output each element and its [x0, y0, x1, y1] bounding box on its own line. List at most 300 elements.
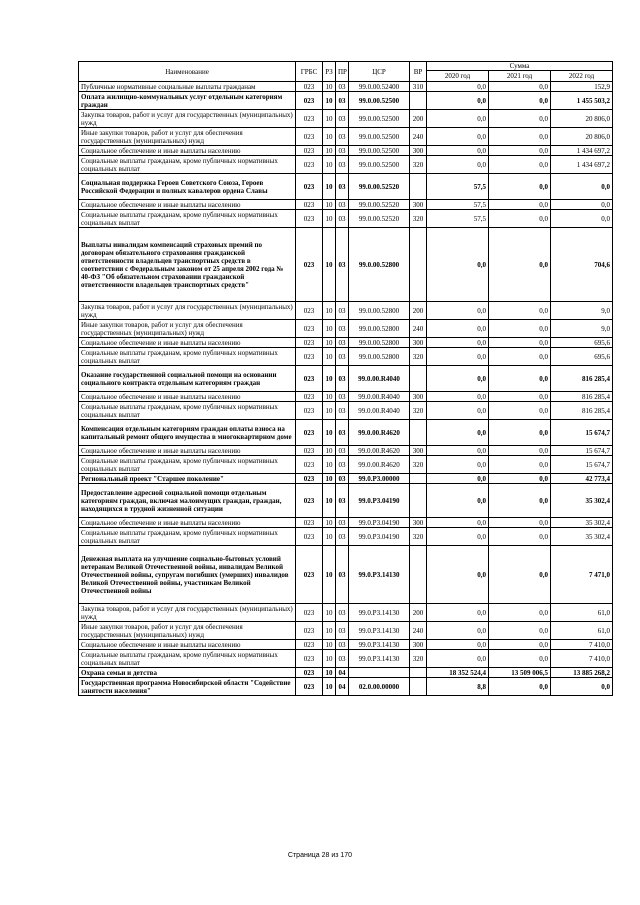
row-csr: 99.0.00.R4040: [349, 366, 410, 392]
row-rz: 10: [323, 228, 336, 302]
row-name: Социальное обеспечение и иные выплаты населению: [79, 518, 296, 528]
row-vr: 200: [410, 302, 427, 320]
row-pr: 03: [336, 640, 349, 650]
table-body: [79, 82, 613, 696]
row-name: Охрана семьи и детства: [79, 668, 296, 678]
row-grbs: 023: [296, 320, 323, 338]
row-vr: 300: [410, 200, 427, 210]
row-sum-2021: 0,0: [489, 546, 551, 604]
row-sum-2022: 61,0: [551, 604, 613, 622]
row-csr: 99.0.00.52800: [349, 228, 410, 302]
row-csr: [349, 668, 410, 678]
row-sum-2022: 35 302,4: [551, 484, 613, 518]
row-grbs: 023: [296, 518, 323, 528]
row-sum-2022: 61,0: [551, 622, 613, 640]
header-rz: РЗ: [323, 62, 336, 82]
row-sum-2020: 0,0: [427, 146, 489, 156]
row-sum-2022: 7 410,0: [551, 640, 613, 650]
row-sum-2022: 15 674,7: [551, 420, 613, 446]
row-rz: 10: [323, 302, 336, 320]
row-vr: 300: [410, 518, 427, 528]
row-sum-2022: 20 806,0: [551, 128, 613, 146]
row-csr: 99.0.P3.14130: [349, 604, 410, 622]
row-name: Социальные выплаты гражданам, кроме публичных нормативных социальных выплат: [79, 402, 296, 420]
row-sum-2022: 695,6: [551, 338, 613, 348]
row-name: Закупка товаров, работ и услуг для государственных (муниципальных) нужд: [79, 604, 296, 622]
table-row: [79, 456, 613, 474]
row-sum-2021: 0,0: [489, 146, 551, 156]
row-csr: 99.0.00.R4620: [349, 420, 410, 446]
row-vr: 200: [410, 604, 427, 622]
row-sum-2021: 0,0: [489, 622, 551, 640]
row-grbs: 023: [296, 474, 323, 484]
table-row: [79, 302, 613, 320]
row-sum-2020: 0,0: [427, 402, 489, 420]
row-sum-2020: 0,0: [427, 110, 489, 128]
row-name: Социальные выплаты гражданам, кроме публичных нормативных социальных выплат: [79, 210, 296, 228]
row-sum-2020: 0,0: [427, 228, 489, 302]
row-sum-2020: 57,5: [427, 210, 489, 228]
row-csr: 99.0.00.52520: [349, 210, 410, 228]
row-name: Публичные нормативные социальные выплаты гражданам: [79, 82, 296, 92]
table-row: [79, 622, 613, 640]
row-sum-2020: 0,0: [427, 622, 489, 640]
row-grbs: 023: [296, 174, 323, 200]
row-grbs: 023: [296, 546, 323, 604]
row-sum-2021: 0,0: [489, 174, 551, 200]
row-pr: 03: [336, 82, 349, 92]
table-row: [79, 420, 613, 446]
row-sum-2022: 0,0: [551, 200, 613, 210]
row-grbs: 023: [296, 402, 323, 420]
row-rz: 10: [323, 392, 336, 402]
row-vr: [410, 484, 427, 518]
row-sum-2020: 0,0: [427, 392, 489, 402]
row-sum-2022: 0,0: [551, 174, 613, 200]
row-sum-2021: 0,0: [489, 640, 551, 650]
row-pr: 03: [336, 92, 349, 110]
table-row: [79, 210, 613, 228]
table-row: [79, 92, 613, 110]
row-sum-2020: 0,0: [427, 528, 489, 546]
row-csr: 99.0.P3.14130: [349, 622, 410, 640]
row-csr: 99.0.P3.04190: [349, 484, 410, 518]
row-name: Социальные выплаты гражданам, кроме публичных нормативных социальных выплат: [79, 528, 296, 546]
row-pr: 03: [336, 338, 349, 348]
row-pr: 03: [336, 228, 349, 302]
row-sum-2020: 57,5: [427, 200, 489, 210]
row-csr: 99.0.P3.00000: [349, 474, 410, 484]
row-name: Социальная поддержка Героев Советского Союза, Героев Российской Федерации и полных кавалеров ордена Славы: [79, 174, 296, 200]
row-vr: [410, 668, 427, 678]
row-rz: 10: [323, 420, 336, 446]
row-sum-2021: 0,0: [489, 366, 551, 392]
row-pr: 03: [336, 174, 349, 200]
row-vr: 300: [410, 146, 427, 156]
row-vr: 320: [410, 402, 427, 420]
row-grbs: 023: [296, 392, 323, 402]
row-pr: 04: [336, 668, 349, 678]
row-sum-2022: 7 471,0: [551, 546, 613, 604]
row-sum-2022: 35 302,4: [551, 528, 613, 546]
row-grbs: 023: [296, 366, 323, 392]
row-name: Социальные выплаты гражданам, кроме публичных нормативных социальных выплат: [79, 156, 296, 174]
row-pr: 03: [336, 348, 349, 366]
table-row: [79, 640, 613, 650]
row-pr: 03: [336, 528, 349, 546]
table-row: [79, 650, 613, 668]
row-sum-2022: 0,0: [551, 210, 613, 228]
row-sum-2021: 0,0: [489, 420, 551, 446]
row-rz: 10: [323, 200, 336, 210]
row-name: Оплата жилищно-коммунальных услуг отдельным категориям граждан: [79, 92, 296, 110]
row-sum-2020: 0,0: [427, 604, 489, 622]
row-rz: 10: [323, 622, 336, 640]
row-sum-2020: 57,5: [427, 174, 489, 200]
row-grbs: 023: [296, 650, 323, 668]
table-row: [79, 228, 613, 302]
row-sum-2021: 0,0: [489, 446, 551, 456]
row-sum-2020: 0,0: [427, 348, 489, 366]
table-row: [79, 174, 613, 200]
row-vr: 300: [410, 392, 427, 402]
row-csr: 99.0.00.52520: [349, 174, 410, 200]
row-csr: 99.0.P3.04190: [349, 518, 410, 528]
table-row: [79, 156, 613, 174]
row-vr: 320: [410, 528, 427, 546]
row-rz: 10: [323, 546, 336, 604]
row-grbs: 023: [296, 456, 323, 474]
row-sum-2021: 0,0: [489, 338, 551, 348]
row-rz: 10: [323, 678, 336, 696]
row-name: Социальное обеспечение и иные выплаты населению: [79, 200, 296, 210]
row-sum-2021: 0,0: [489, 518, 551, 528]
row-sum-2022: 9,0: [551, 302, 613, 320]
row-name: Социальное обеспечение и иные выплаты населению: [79, 338, 296, 348]
table-row: [79, 528, 613, 546]
row-rz: 10: [323, 668, 336, 678]
row-grbs: 023: [296, 110, 323, 128]
row-rz: 10: [323, 528, 336, 546]
row-vr: [410, 546, 427, 604]
row-sum-2021: 0,0: [489, 392, 551, 402]
row-rz: 10: [323, 604, 336, 622]
row-grbs: 023: [296, 420, 323, 446]
row-name: Социальные выплаты гражданам, кроме публичных нормативных социальных выплат: [79, 650, 296, 668]
row-rz: 10: [323, 402, 336, 420]
row-pr: 03: [336, 474, 349, 484]
row-grbs: 023: [296, 200, 323, 210]
row-csr: 99.0.00.R4040: [349, 392, 410, 402]
row-csr: 99.0.P3.14130: [349, 546, 410, 604]
row-csr: 99.0.00.52800: [349, 348, 410, 366]
row-vr: 320: [410, 456, 427, 474]
row-pr: 04: [336, 678, 349, 696]
row-sum-2022: 816 285,4: [551, 402, 613, 420]
row-sum-2022: 15 674,7: [551, 456, 613, 474]
row-sum-2021: 0,0: [489, 650, 551, 668]
row-name: Оказание государственной социальной помощи на основании социального контракта отдельным категориям граждан: [79, 366, 296, 392]
row-vr: [410, 678, 427, 696]
table-row: [79, 320, 613, 338]
row-rz: 10: [323, 174, 336, 200]
row-rz: 10: [323, 320, 336, 338]
row-pr: 03: [336, 302, 349, 320]
row-sum-2020: 0,0: [427, 446, 489, 456]
row-pr: 03: [336, 604, 349, 622]
row-name: Денежная выплата на улучшение социально-бытовых условий ветеранам Великой Отечественной войны, инвалидам Великой Отечественной войны, супругам погибших (умерших) инвалидов Великой Отечественной войны, участникам Великой Отечественной войны: [79, 546, 296, 604]
header-year-2021: 2021 год: [489, 71, 551, 82]
row-pr: 03: [336, 650, 349, 668]
table-row: [79, 128, 613, 146]
row-csr: 99.0.00.R4040: [349, 402, 410, 420]
row-sum-2020: 0,0: [427, 420, 489, 446]
row-sum-2022: 15 674,7: [551, 446, 613, 456]
row-rz: 10: [323, 366, 336, 392]
row-pr: 03: [336, 484, 349, 518]
row-sum-2022: 1 455 503,2: [551, 92, 613, 110]
row-vr: 200: [410, 110, 427, 128]
row-sum-2020: 0,0: [427, 82, 489, 92]
row-csr: 99.0.P3.14130: [349, 640, 410, 650]
row-pr: 03: [336, 200, 349, 210]
row-grbs: 023: [296, 156, 323, 174]
row-sum-2020: 0,0: [427, 128, 489, 146]
table-row: [79, 348, 613, 366]
row-sum-2021: 0,0: [489, 82, 551, 92]
table-row: [79, 402, 613, 420]
row-csr: 99.0.00.52500: [349, 128, 410, 146]
row-csr: 99.0.00.52500: [349, 110, 410, 128]
row-sum-2020: 18 352 524,4: [427, 668, 489, 678]
header-csr: ЦСР: [349, 62, 410, 82]
row-rz: 10: [323, 92, 336, 110]
row-csr: 99.0.P3.14130: [349, 650, 410, 668]
row-sum-2020: 0,0: [427, 640, 489, 650]
row-vr: 300: [410, 446, 427, 456]
row-sum-2021: 0,0: [489, 210, 551, 228]
row-pr: 03: [336, 402, 349, 420]
row-rz: 10: [323, 484, 336, 518]
row-vr: [410, 420, 427, 446]
row-rz: 10: [323, 474, 336, 484]
header-year-2020: 2020 год: [427, 71, 489, 82]
row-name: Государственная программа Новосибирской области "Содействие занятости населения": [79, 678, 296, 696]
row-vr: [410, 174, 427, 200]
row-grbs: 023: [296, 348, 323, 366]
row-name: Социальное обеспечение и иные выплаты населению: [79, 640, 296, 650]
row-rz: 10: [323, 338, 336, 348]
row-csr: 99.0.00.52800: [349, 338, 410, 348]
row-pr: 03: [336, 546, 349, 604]
row-grbs: 023: [296, 338, 323, 348]
row-sum-2022: 20 806,0: [551, 110, 613, 128]
row-sum-2022: 0,0: [551, 678, 613, 696]
table-row: [79, 678, 613, 696]
row-sum-2020: 0,0: [427, 518, 489, 528]
row-pr: 03: [336, 392, 349, 402]
row-sum-2021: 0,0: [489, 228, 551, 302]
row-rz: 10: [323, 650, 336, 668]
table-row: [79, 146, 613, 156]
row-vr: 300: [410, 640, 427, 650]
row-sum-2022: 9,0: [551, 320, 613, 338]
table-header: [79, 62, 613, 82]
row-pr: 03: [336, 446, 349, 456]
row-sum-2021: 0,0: [489, 528, 551, 546]
row-pr: 03: [336, 420, 349, 446]
row-pr: 03: [336, 146, 349, 156]
row-sum-2021: 0,0: [489, 302, 551, 320]
row-sum-2022: 1 434 697,2: [551, 156, 613, 174]
row-grbs: 023: [296, 210, 323, 228]
header-year-2022: 2022 год: [551, 71, 613, 82]
row-pr: 03: [336, 456, 349, 474]
row-sum-2020: 0,0: [427, 456, 489, 474]
row-grbs: 023: [296, 446, 323, 456]
row-sum-2022: 42 773,4: [551, 474, 613, 484]
row-vr: 240: [410, 622, 427, 640]
row-csr: 99.0.00.R4620: [349, 456, 410, 474]
row-vr: [410, 228, 427, 302]
row-pr: 03: [336, 110, 349, 128]
row-rz: 10: [323, 640, 336, 650]
header-vr: ВР: [410, 62, 427, 82]
row-sum-2021: 0,0: [489, 320, 551, 338]
row-sum-2021: 0,0: [489, 456, 551, 474]
row-name: Иные закупки товаров, работ и услуг для обеспечения государственных (муниципальных) нужд: [79, 622, 296, 640]
row-sum-2020: 0,0: [427, 320, 489, 338]
table-row: [79, 338, 613, 348]
row-name: Социальное обеспечение и иные выплаты населению: [79, 446, 296, 456]
row-vr: [410, 366, 427, 392]
table-row: [79, 366, 613, 392]
row-name: Закупка товаров, работ и услуг для государственных (муниципальных) нужд: [79, 110, 296, 128]
row-sum-2021: 13 509 006,5: [489, 668, 551, 678]
row-sum-2022: 13 885 268,2: [551, 668, 613, 678]
row-grbs: 023: [296, 92, 323, 110]
row-name: Предоставление адресной социальной помощи отдельным категориям граждан, включая малоимущих граждан, граждан, находящихся в трудной жизненной ситуации: [79, 484, 296, 518]
row-csr: 99.0.00.52800: [349, 302, 410, 320]
row-name: Компенсация отдельным категориям граждан оплаты взноса на капитальный ремонт общего имущества в многоквартирном доме: [79, 420, 296, 446]
row-grbs: 023: [296, 528, 323, 546]
row-sum-2020: 0,0: [427, 484, 489, 518]
table-row: [79, 546, 613, 604]
row-pr: 03: [336, 366, 349, 392]
row-sum-2020: 0,0: [427, 474, 489, 484]
row-sum-2021: 0,0: [489, 200, 551, 210]
row-sum-2021: 0,0: [489, 402, 551, 420]
row-csr: 99.0.00.R4620: [349, 446, 410, 456]
row-sum-2022: 1 434 697,2: [551, 146, 613, 156]
table-row: [79, 474, 613, 484]
row-rz: 10: [323, 128, 336, 146]
row-grbs: 023: [296, 640, 323, 650]
row-grbs: 023: [296, 82, 323, 92]
row-rz: 10: [323, 210, 336, 228]
row-pr: 03: [336, 622, 349, 640]
row-csr: 99.0.00.52520: [349, 200, 410, 210]
page-number: Страница 28 из 170: [287, 852, 353, 859]
header-pr: ПР: [336, 62, 349, 82]
budget-table: [78, 61, 613, 696]
row-rz: 10: [323, 348, 336, 366]
table-row: [79, 392, 613, 402]
row-csr: 02.0.00.00000: [349, 678, 410, 696]
row-sum-2020: 0,0: [427, 92, 489, 110]
row-rz: 10: [323, 518, 336, 528]
row-pr: 03: [336, 518, 349, 528]
row-name: Иные закупки товаров, работ и услуг для обеспечения государственных (муниципальных) нужд: [79, 128, 296, 146]
row-csr: 99.0.00.52500: [349, 92, 410, 110]
row-pr: 03: [336, 128, 349, 146]
row-sum-2022: 695,6: [551, 348, 613, 366]
row-grbs: 023: [296, 604, 323, 622]
row-grbs: 023: [296, 622, 323, 640]
table-row: [79, 518, 613, 528]
row-csr: 99.0.00.52500: [349, 146, 410, 156]
row-grbs: 023: [296, 668, 323, 678]
row-rz: 10: [323, 82, 336, 92]
row-vr: 320: [410, 348, 427, 366]
row-grbs: 023: [296, 128, 323, 146]
row-rz: 10: [323, 456, 336, 474]
row-sum-2020: 0,0: [427, 366, 489, 392]
row-sum-2021: 0,0: [489, 348, 551, 366]
row-sum-2022: 7 410,0: [551, 650, 613, 668]
row-sum-2020: 0,0: [427, 650, 489, 668]
table-row: [79, 82, 613, 92]
row-rz: 10: [323, 156, 336, 174]
row-vr: 320: [410, 156, 427, 174]
header-sum: Сумма: [427, 62, 613, 71]
row-sum-2021: 0,0: [489, 678, 551, 696]
row-sum-2021: 0,0: [489, 604, 551, 622]
row-sum-2021: 0,0: [489, 474, 551, 484]
row-name: Социальные выплаты гражданам, кроме публичных нормативных социальных выплат: [79, 456, 296, 474]
row-csr: 99.0.P3.04190: [349, 528, 410, 546]
row-vr: 320: [410, 650, 427, 668]
row-pr: 03: [336, 320, 349, 338]
table-row: [79, 604, 613, 622]
row-name: Социальное обеспечение и иные выплаты населению: [79, 392, 296, 402]
row-sum-2022: 35 302,4: [551, 518, 613, 528]
row-sum-2020: 0,0: [427, 338, 489, 348]
row-sum-2020: 0,0: [427, 156, 489, 174]
row-vr: [410, 92, 427, 110]
header-name: Наименование: [79, 62, 296, 82]
row-csr: 99.0.00.52500: [349, 156, 410, 174]
row-sum-2021: 0,0: [489, 128, 551, 146]
row-sum-2020: 0,0: [427, 302, 489, 320]
header-grbs: ГРБС: [296, 62, 323, 82]
row-sum-2020: 8,8: [427, 678, 489, 696]
row-vr: 240: [410, 320, 427, 338]
row-vr: 320: [410, 210, 427, 228]
row-vr: 240: [410, 128, 427, 146]
row-name: Иные закупки товаров, работ и услуг для обеспечения государственных (муниципальных) нужд: [79, 320, 296, 338]
row-grbs: 023: [296, 146, 323, 156]
table-row: [79, 200, 613, 210]
row-name: Закупка товаров, работ и услуг для государственных (муниципальных) нужд: [79, 302, 296, 320]
row-rz: 10: [323, 146, 336, 156]
row-name: Выплаты инвалидам компенсаций страховых премий по договорам обязательного страхования гражданской ответственности владельцев транспортных средств в соответствии с Федеральным законом от 25 апреля 2002 года № 40-ФЗ "Об обязательном страховании гражданской ответственности владельцев транспортных средств": [79, 228, 296, 302]
row-csr: 99.0.00.52800: [349, 320, 410, 338]
row-sum-2022: 816 285,4: [551, 392, 613, 402]
row-rz: 10: [323, 110, 336, 128]
row-grbs: 023: [296, 228, 323, 302]
row-name: Социальное обеспечение и иные выплаты населению: [79, 146, 296, 156]
